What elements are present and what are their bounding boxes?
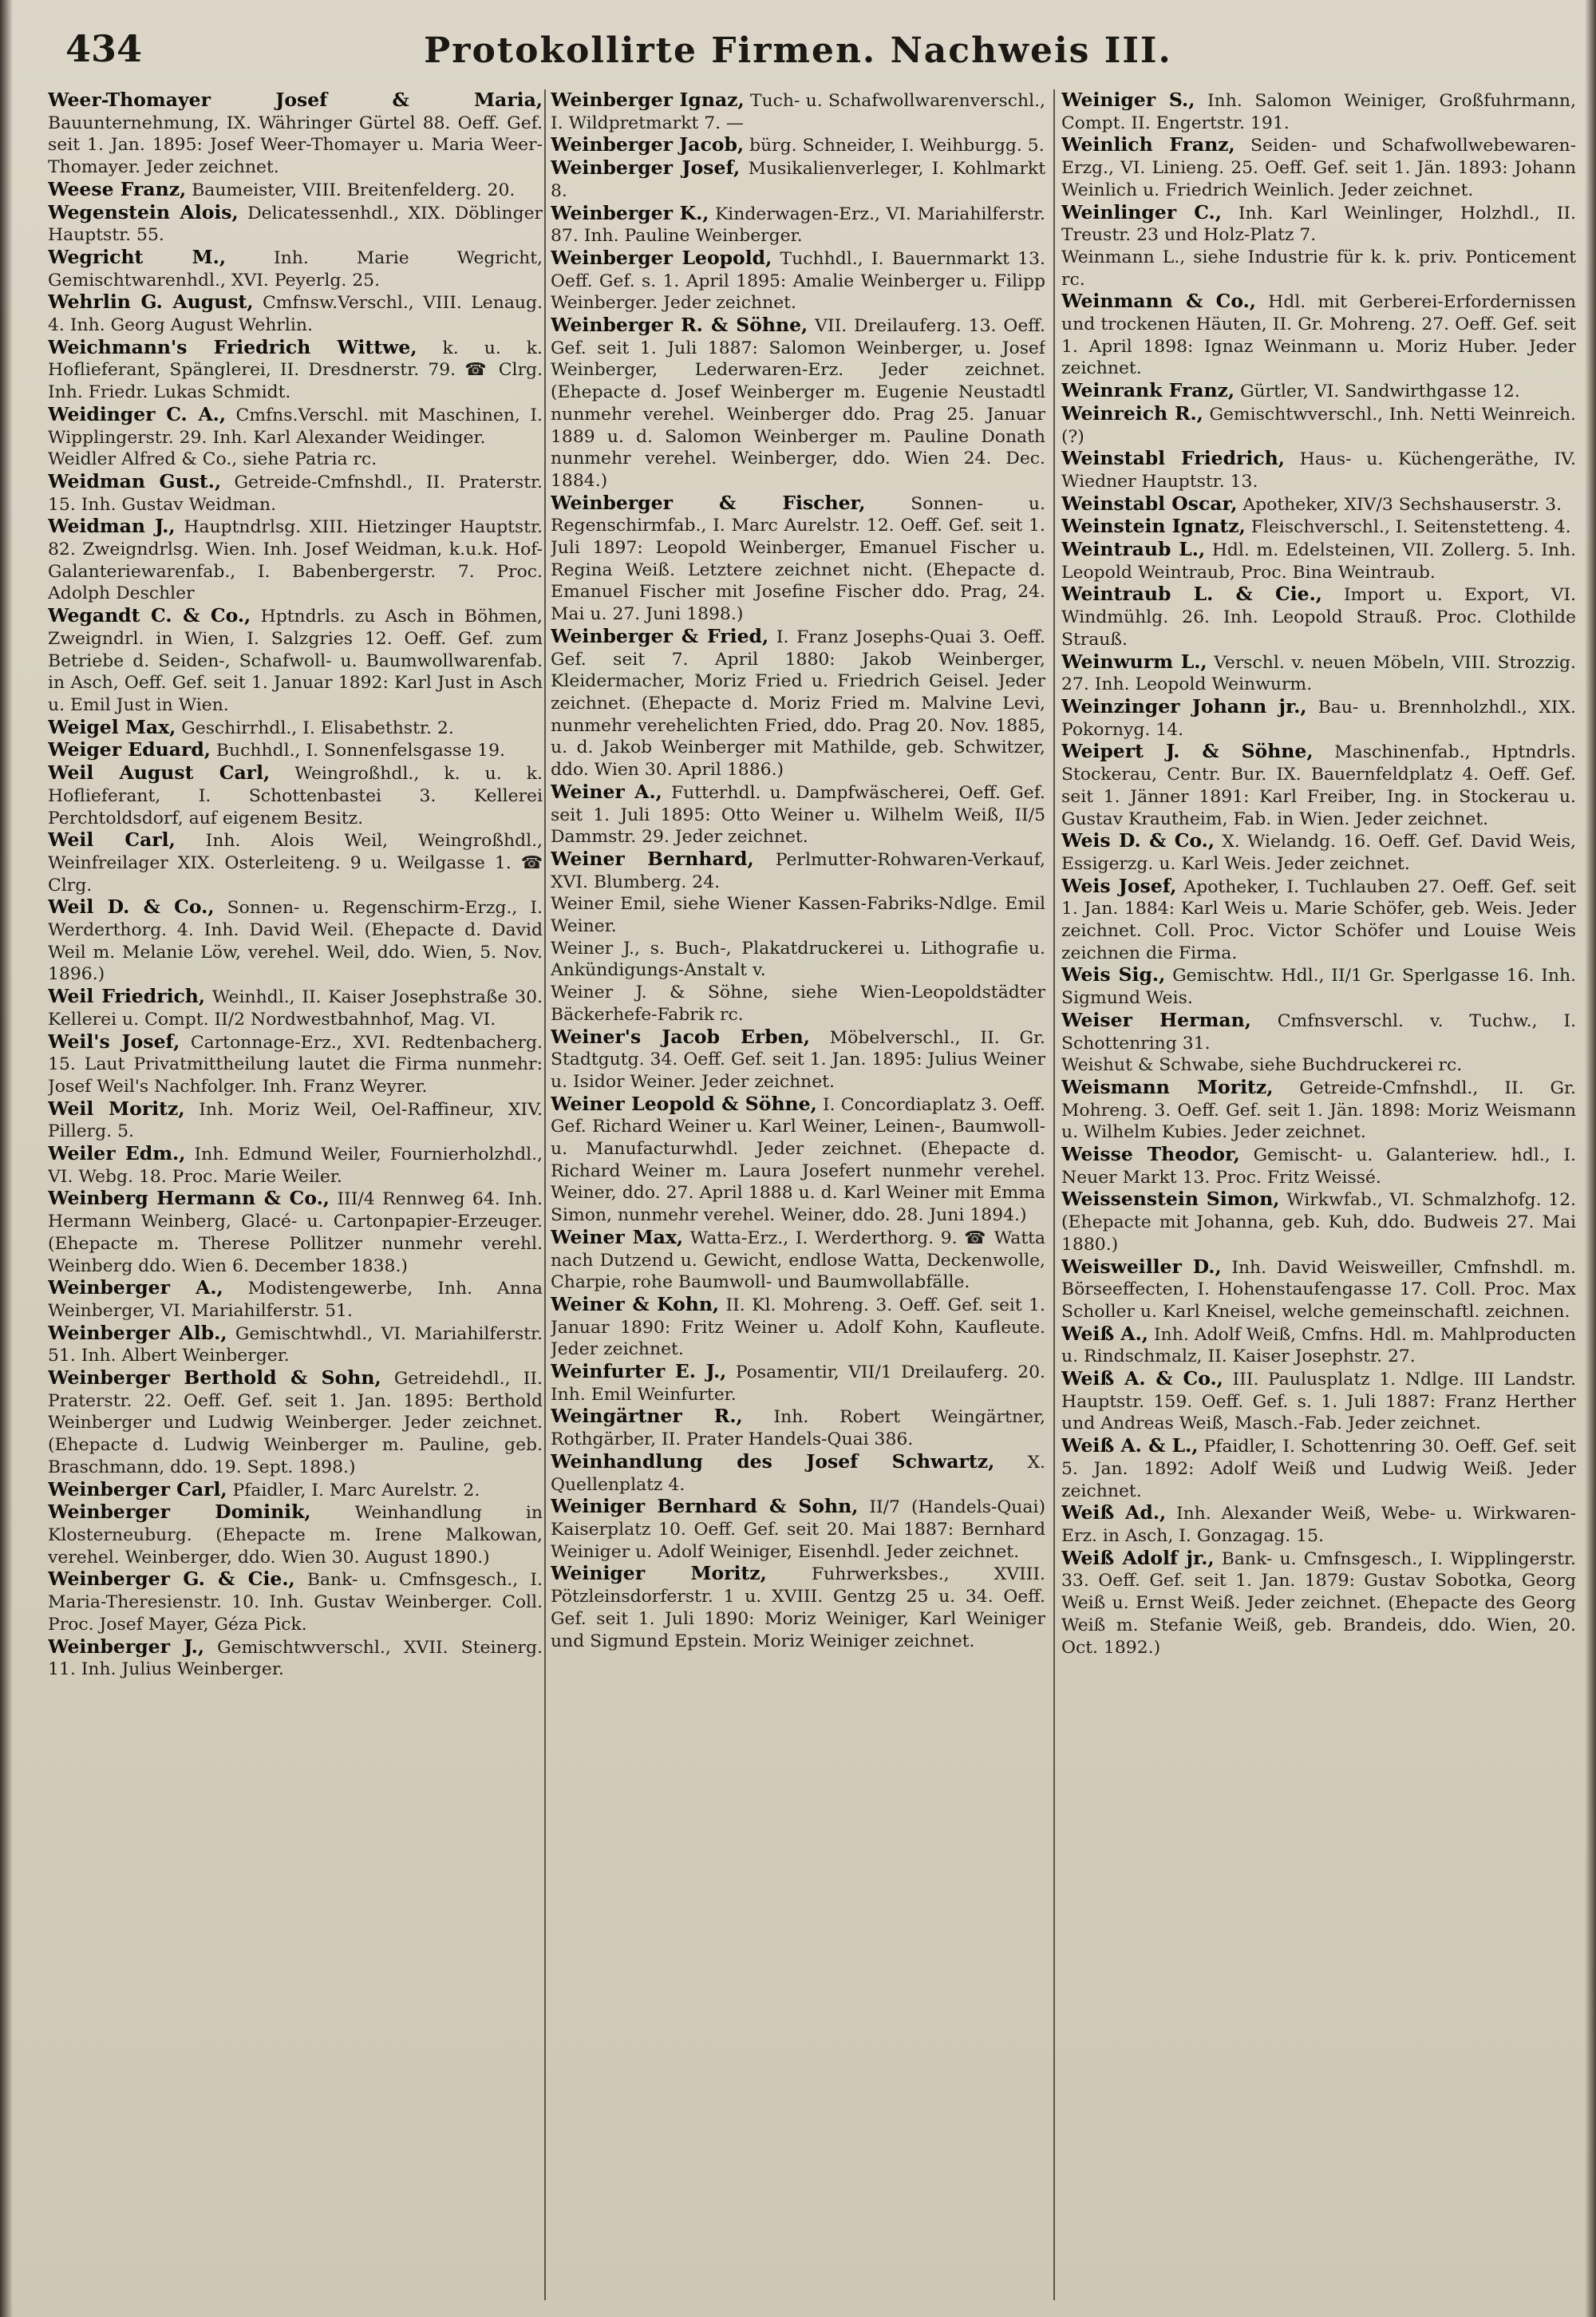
directory-entry bbox=[48, 717, 543, 740]
entry-details: Hdl. mit Gerberei-Erfordernissen und trockenen Häuten, II. Gr. Mohreng. 27. Oeff. Gef. seit 1. April 1898: Ignaz Weinmann u. Moriz Huber. Jeder zeichnet. bbox=[1061, 292, 1576, 379]
firm-name: Weiß Ad., bbox=[1061, 1501, 1167, 1524]
entry-details: Watta-Erz., I. Werderthorg. 9. ☎ Watta nach Dutzend u. Gewicht, endlose Watta, Deckenwolle, Charpie, rohe Baumwoll- und Baumwollabfälle. bbox=[551, 1228, 1045, 1293]
entry-details: Perlmutter-Rohwaren-Verkauf, XVI. Blumberg. 24. bbox=[551, 849, 1045, 892]
entry-details: Cmfnsw.Verschl., VIII. Lenaug. 4. Inh. Georg August Wehrlin. bbox=[48, 293, 543, 336]
firm-name: Weiner A., bbox=[551, 780, 662, 803]
page-number: 434 bbox=[65, 27, 143, 70]
entry-details: Inh. Marie Wegricht, Gemischtwarenhdl., XVI. Peyerlg. 25. bbox=[48, 247, 543, 291]
firm-name: Weinberger G. & Cie., bbox=[48, 1568, 295, 1591]
directory-entry bbox=[1061, 1188, 1576, 1255]
firm-name: Weinrank Franz, bbox=[1061, 379, 1235, 402]
directory-entry bbox=[1061, 516, 1576, 539]
entry-details: Inh. David Weisweiller, Cmfnshdl. m. Börseeffecten, I. Hohenstaufengasse 17. Coll. Proc. Max Scholler u. Karl Kneisel, welche gemeinschaftl. zeichnen. bbox=[1061, 1257, 1576, 1322]
column-divider-1 bbox=[544, 89, 546, 2300]
entry-details: Inh. Karl Weinlinger, Holzhdl., II. Treustr. 23 und Holz-Platz 7. bbox=[1061, 203, 1576, 246]
directory-entry bbox=[48, 516, 543, 605]
firm-name: Weidman Gust., bbox=[48, 469, 222, 492]
entry-details: Inh. Salomon Weiniger, Großfuhrmann, Compt. II. Engertstr. 191. bbox=[1061, 91, 1576, 133]
directory-entry bbox=[1061, 291, 1576, 380]
entry-details: Maschinenfab., Hptndrls. Stockerau, Centr. Bur. IX. Bauernfeldplatz 4. Oeff. Gef. seit 1. Jänner 1891: Karl Freiber, Ing. in Stockerau u. Gustav Krautheim, Fab. in Wien. Jeder zeichnet. bbox=[1061, 742, 1576, 829]
firm-name: Weiner Bernhard, bbox=[551, 847, 754, 870]
firm-name: Weiner Max, bbox=[551, 1225, 684, 1248]
directory-entry bbox=[1061, 1435, 1576, 1502]
firm-name: Weinlich Franz, bbox=[1061, 133, 1235, 156]
entry-details: Gemischtwhdl., VI. Mariahilferstr. 51. Inh. Albert Weinberger. bbox=[48, 1323, 543, 1366]
firm-name: Weiger Eduard, bbox=[48, 738, 211, 761]
directory-entry bbox=[48, 829, 543, 896]
firm-name: Weinberger Alb., bbox=[48, 1321, 227, 1344]
directory-entry bbox=[551, 982, 1045, 1026]
directory-entry bbox=[551, 893, 1045, 937]
firm-name: Weintraub L., bbox=[1061, 538, 1206, 561]
firm-name: Weis Josef, bbox=[1061, 874, 1177, 897]
directory-entry bbox=[551, 314, 1045, 492]
firm-name: Weinmann & Co., bbox=[1061, 290, 1256, 313]
entry-details: Inh. Robert Weingärtner, Rothgärber, II. Prater Handels-Quai 386. bbox=[551, 1407, 1045, 1450]
directory-entry bbox=[551, 492, 1045, 626]
firm-name: Weinberger Dominik, bbox=[48, 1501, 311, 1524]
directory-entry bbox=[48, 404, 543, 449]
directory-entry bbox=[48, 739, 543, 762]
entry-details: Musikalienverleger, I. Kohlmarkt 8. bbox=[551, 159, 1045, 201]
directory-entry bbox=[48, 291, 543, 336]
entry-details: k. u. k. Hoflieferant, Spänglerei, II. Dresdnerstr. 79. ☎ Clrg. Inh. Friedr. Lukas Schmidt. bbox=[48, 338, 543, 403]
entry-details: Kinderwagen-Erz., VI. Mariahilferstr. 87. Inh. Pauline Weinberger. bbox=[551, 204, 1045, 247]
directory-entry bbox=[48, 986, 543, 1030]
entry-details: Weishut & Schwabe, siehe Buchdruckerei rc. bbox=[1061, 1055, 1463, 1076]
firm-name: Weinreich R., bbox=[1061, 401, 1203, 425]
entry-details: Haus- u. Küchengeräthe, IV. Wiedner Hauptstr. 13. bbox=[1061, 449, 1576, 492]
directory-entry bbox=[551, 938, 1045, 982]
directory-entry bbox=[551, 781, 1045, 848]
firm-name: Weer-Thomayer Josef & Maria, bbox=[48, 89, 543, 111]
directory-entry bbox=[1061, 202, 1576, 247]
firm-name: Weinberger Carl, bbox=[48, 1477, 227, 1501]
directory-entry bbox=[1061, 876, 1576, 965]
entry-details: bürg. Schneider, I. Weihburgg. 5. bbox=[749, 136, 1045, 156]
directory-entry bbox=[1061, 1054, 1576, 1077]
entry-details: Cmfns.Verschl. mit Maschinen, I. Wipplingerstr. 29. Inh. Karl Alexander Weidinger. bbox=[48, 405, 543, 448]
entry-details: Inh. Alexander Weiß, Webe- u. Wirkwaren-Erz. in Asch, I. Gonzagag. 15. bbox=[1061, 1504, 1576, 1546]
page-header bbox=[0, 24, 1596, 96]
entry-details: Fleischverschl., I. Seitenstetteng. 4. bbox=[1250, 517, 1571, 538]
firm-name: Weidman J., bbox=[48, 515, 176, 538]
entry-details: Bank- u. Cmfnsgesch., I. Wipplingerstr. 33. Oeff. Gef. seit 1. Jan. 1879: Gustav Sobotka, Georg Weiß u. Ernst Weiß. Jeder zeichnet. (Ehepacte des Georg Weiß m. Stefanie Weiß, geb. Brandeis, ddo. Wien, 20. Oct. 1892.) bbox=[1061, 1548, 1576, 1658]
directory-entry bbox=[48, 1323, 543, 1367]
firm-name: Weiß A. & L., bbox=[1061, 1434, 1199, 1457]
directory-entry bbox=[551, 626, 1045, 781]
entry-details: Delicatessenhdl., XIX. Döblinger Hauptstr. 55. bbox=[48, 203, 543, 246]
firm-name: Weiser Herman, bbox=[1061, 1008, 1251, 1031]
firm-name: Weichmann's Friedrich Wittwe, bbox=[48, 335, 417, 358]
entry-details: Getreide-Cmfnshdl., II. Praterstr. 15. Inh. Gustav Weidman. bbox=[48, 472, 543, 515]
column-divider-2 bbox=[1053, 89, 1055, 2300]
firm-name: Weinberger & Fried, bbox=[551, 624, 769, 647]
firm-name: Weiß A., bbox=[1061, 1322, 1148, 1345]
firm-name: Weipert J. & Söhne, bbox=[1061, 740, 1314, 763]
firm-name: Weiler Edm., bbox=[48, 1142, 186, 1165]
firm-name: Weiner Leopold & Söhne, bbox=[551, 1092, 817, 1115]
directory-entry bbox=[551, 157, 1045, 202]
directory-entry bbox=[48, 896, 543, 986]
entry-details: Cmfnsverschl. v. Tuchw., I. Schottenring 31. bbox=[1061, 1010, 1576, 1054]
entry-details: Bank- u. Cmfnsgesch., I. Maria-Theresienstr. 10. Inh. Gustav Weinberger. Coll. Proc. Josef Mayer, Géza Pick. bbox=[48, 1570, 543, 1635]
firm-name: Weil August Carl, bbox=[48, 761, 271, 785]
directory-entry bbox=[1061, 583, 1576, 650]
entry-details: Import u. Export, VI. Windmühlg. 26. Inh. Leopold Strauß. Proc. Clothilde Strauß. bbox=[1061, 585, 1576, 650]
firm-name: Weil Carl, bbox=[48, 828, 176, 852]
entry-details: Gemischtwverschl., Inh. Netti Weinreich. (?) bbox=[1061, 404, 1576, 447]
entry-details: Modistengewerbe, Inh. Anna Weinberger, VI. Mariahilferstr. 51. bbox=[48, 1279, 543, 1321]
entry-details: Inh. Moriz Weil, Oel-Raffineur, XIV. Pillerg. 5. bbox=[48, 1099, 543, 1142]
firm-name: Weil Friedrich, bbox=[48, 985, 206, 1008]
page-edge-shadow-right bbox=[1585, 0, 1596, 2317]
entry-details: Gemischtwverschl., XVII. Steinerg. 11. Inh. Julius Weinberger. bbox=[48, 1637, 543, 1680]
page-edge-shadow-left bbox=[0, 0, 13, 2317]
directory-entry bbox=[1061, 1502, 1576, 1547]
entry-details: Baumeister, VIII. Breitenfelderg. 20. bbox=[192, 180, 516, 200]
entry-details: II. Kl. Mohreng. 3. Oeff. Gef. seit 1. Januar 1890: Fritz Weiner u. Adolf Kohn, Kaufleute. Jeder zeichnet. bbox=[551, 1295, 1045, 1360]
directory-entry bbox=[551, 1093, 1045, 1227]
directory-entry bbox=[1061, 1548, 1576, 1659]
firm-name: Weiniger Moritz, bbox=[551, 1562, 767, 1585]
directory-entry bbox=[1061, 1010, 1576, 1054]
firm-name: Weinberger Jacob, bbox=[551, 133, 745, 156]
directory-entry bbox=[1061, 380, 1576, 403]
directory-entry bbox=[48, 247, 543, 291]
directory-entry bbox=[551, 1361, 1045, 1406]
firm-name: Weinberger A., bbox=[48, 1276, 223, 1299]
entry-details: Bau- u. Brennholzhdl., XIX. Pokornyg. 14. bbox=[1061, 697, 1576, 740]
directory-entry bbox=[551, 1227, 1045, 1294]
entry-details: Wirkwfab., VI. Schmalzhofg. 12. (Ehepacte mit Johanna, geb. Kuh, ddo. Budweis 27. Mai 1880.) bbox=[1061, 1190, 1576, 1255]
entry-details: Apotheker, XIV/3 Sechshauserstr. 3. bbox=[1242, 494, 1562, 515]
firm-name: Weidinger C. A., bbox=[48, 402, 227, 425]
entry-details: Gürtler, VI. Sandwirthgasse 12. bbox=[1240, 382, 1520, 402]
directory-entry bbox=[1061, 651, 1576, 696]
directory-entry bbox=[551, 1026, 1045, 1093]
directory-entry bbox=[48, 1143, 543, 1188]
entry-details: Sonnen- u. Regenschirm-Erzg., I. Werderthorg. 4. Inh. David Weil. (Ehepacte d. David Weil m. Melanie Löw, verehel. Weil, ddo. Wien, 5. Nov. 1896.) bbox=[48, 898, 543, 985]
directory-entry bbox=[48, 1098, 543, 1143]
directory-entry bbox=[551, 134, 1045, 157]
directory-entry bbox=[1061, 1256, 1576, 1323]
directory-entry bbox=[48, 1501, 543, 1568]
firm-name: Wegricht M., bbox=[48, 245, 227, 268]
directory-entry bbox=[48, 449, 543, 471]
entry-details: Seiden- und Schafwollwebewaren-Erzg., VI. Linieng. 25. Oeff. Gef. seit 1. Jän. 1893: Johann Weinlich u. Friedrich Weinlich. Jeder zeichnet. bbox=[1061, 136, 1576, 200]
directory-entry bbox=[48, 1188, 543, 1277]
directory-entry bbox=[48, 471, 543, 516]
directory-entry bbox=[551, 1294, 1045, 1361]
running-title: Protokollirte Firmen. Nachweis III. bbox=[424, 30, 1172, 71]
entry-details: Posamentir, VII/1 Dreilauferg. 20. Inh. Emil Weinfurter. bbox=[551, 1362, 1045, 1405]
directory-entry bbox=[1061, 539, 1576, 583]
column-middle bbox=[551, 89, 1045, 2316]
firm-name: Weissenstein Simon, bbox=[1061, 1188, 1280, 1211]
firm-name: Weinberger & Fischer, bbox=[551, 491, 866, 514]
directory-entry bbox=[551, 1496, 1045, 1563]
firm-name: Weismann Moritz, bbox=[1061, 1075, 1274, 1098]
entry-details: Gemischtw. Hdl., II/1 Gr. Sperlgasse 16. Inh. Sigmund Weis. bbox=[1061, 966, 1576, 1009]
firm-name: Weinstabl Friedrich, bbox=[1061, 447, 1285, 470]
directory-entry bbox=[48, 762, 543, 829]
directory-entry bbox=[1061, 964, 1576, 1009]
firm-name: Wehrlin G. August, bbox=[48, 291, 254, 314]
entry-details: Weiner J. & Söhne, siehe Wien-Leopoldstädter Bäckerhefe-Fabrik rc. bbox=[551, 983, 1045, 1025]
directory-entry bbox=[48, 202, 543, 247]
directory-entry bbox=[551, 1451, 1045, 1496]
firm-name: Weil D. & Co., bbox=[48, 896, 215, 919]
directory-entry bbox=[551, 848, 1045, 893]
entry-details: Weinhandlung in Klosterneuburg. (Ehepacte m. Irene Malkowan, verehel. Weinberger, ddo. Wien 30. August 1890.) bbox=[48, 1503, 543, 1568]
directory-entry bbox=[1061, 493, 1576, 516]
firm-name: Weinhandlung des Josef Schwartz, bbox=[551, 1449, 995, 1473]
directory-entry bbox=[48, 1479, 543, 1502]
firm-name: Weil Moritz, bbox=[48, 1097, 185, 1120]
firm-name: Weinberger Leopold, bbox=[551, 246, 772, 269]
entry-details: Pfaidler, I. Schottenring 30. Oeff. Gef. seit 5. Jan. 1892: Adolf Weiß und Ludwig Weiß. Jeder zeichnet. bbox=[1061, 1437, 1576, 1501]
firm-name: Weinberger R. & Söhne, bbox=[551, 314, 808, 337]
entry-details: Weingroßhdl., k. u. k. Hoflieferant, I. Schottenbastei 3. Kellerei Perchtoldsdorf, auf eigenem Besitz. bbox=[48, 764, 543, 828]
entry-details: Buchhdl., I. Sonnenfelsgasse 19. bbox=[215, 741, 505, 761]
entry-details: Weinmann L., siehe Industrie für k. k. priv. Ponticement rc. bbox=[1061, 247, 1576, 290]
entry-details: Sonnen- u. Regenschirmfab., I. Marc Aurelstr. 12. Oeff. Gef. seit 1. Juli 1897: Leopold Weinberger, Emanuel Fischer u. Regina Weiß. Letztere zeichnet nicht. (Ehepacte d. Emanuel Fischer mit Josefine Fischer ddo. Prag, 24. Mai u. 27. Juni 1898.) bbox=[551, 493, 1045, 625]
entry-details: Inh. Alois Weil, Weingroßhdl., Weinfreilager XIX. Osterleiteng. 9 u. Weilgasse 1. ☎ Clrg. bbox=[48, 831, 543, 896]
directory-entry bbox=[48, 1568, 543, 1635]
firm-name: Weisweiller D., bbox=[1061, 1255, 1222, 1278]
firm-name: Weinlinger C., bbox=[1061, 200, 1222, 223]
directory-entry bbox=[48, 1031, 543, 1098]
directory-entry bbox=[1061, 1077, 1576, 1144]
directory-entry bbox=[1061, 1323, 1576, 1368]
entry-details: Hdl. m. Edelsteinen, VII. Zollerg. 5. Inh. Leopold Weintraub, Proc. Bina Weintraub. bbox=[1061, 540, 1576, 583]
directory-entry bbox=[1061, 247, 1576, 291]
entry-details: Apotheker, I. Tuchlauben 27. Oeff. Gef. seit 1. Jan. 1884: Karl Weis u. Marie Schöfer, geb. Weis. Jeder zeichnet. Coll. Proc. Victor Schöfer und Louise Weis zeichnen die Firma. bbox=[1061, 876, 1576, 963]
entry-details: Hptndrls. zu Asch in Böhmen, Zweigndrl. in Wien, I. Salzgries 12. Oeff. Gef. zum Betriebe d. Seiden-, Schafwoll- u. Baumwollwarenfab. in Asch, Oeff. Gef. seit 1. Januar 1892: Karl Just in Asch u. Emil Just in Wien. bbox=[48, 607, 543, 715]
directory-entry bbox=[551, 1563, 1045, 1652]
directory-entry bbox=[1061, 1144, 1576, 1188]
firm-name: Weisse Theodor, bbox=[1061, 1143, 1240, 1166]
entry-details: Weinhdl., II. Kaiser Josephstraße 30. Kellerei u. Compt. II/2 Nordwestbahnhof, Mag. VI. bbox=[48, 987, 543, 1030]
directory-entry bbox=[48, 1636, 543, 1681]
directory-entry bbox=[551, 89, 1045, 134]
directory-entry bbox=[48, 89, 543, 179]
firm-name: Weinstabl Oscar, bbox=[1061, 492, 1238, 515]
firm-name: Weis Sig., bbox=[1061, 963, 1166, 987]
entry-details: Tuch- u. Schafwollwarenverschl., I. Wildpretmarkt 7. — bbox=[551, 91, 1045, 133]
directory-entry bbox=[48, 337, 543, 404]
entry-details: Getreide-Cmfnshdl., II. Gr. Mohreng. 3. Oeff. Gef. seit 1. Jän. 1898: Moriz Weismann u. Wilhelm Kubies. Jeder zeichnet. bbox=[1061, 1077, 1576, 1143]
entry-details: Möbelverschl., II. Gr. Stadtgutg. 34. Oeff. Gef. seit 1. Jan. 1895: Julius Weiner u. Isidor Weiner. Jeder zeichnet. bbox=[551, 1027, 1045, 1092]
firm-name: Weinberger K., bbox=[551, 201, 709, 224]
directory-entry bbox=[1061, 741, 1576, 830]
firm-name: Weese Franz, bbox=[48, 177, 187, 200]
directory-entry bbox=[48, 179, 543, 202]
directory-entry bbox=[551, 247, 1045, 314]
firm-name: Weiniger S., bbox=[1061, 89, 1195, 111]
directory-entry bbox=[1061, 403, 1576, 448]
firm-name: Weinberger Berthold & Sohn, bbox=[48, 1366, 381, 1390]
entry-details: Geschirrhdl., I. Elisabethstr. 2. bbox=[181, 718, 454, 738]
firm-name: Wegenstein Alois, bbox=[48, 200, 239, 223]
firm-name: Weinzinger Johann jr., bbox=[1061, 694, 1307, 718]
firm-name: Weinberg Hermann & Co., bbox=[48, 1187, 330, 1210]
firm-name: Weinstein Ignatz, bbox=[1061, 515, 1246, 538]
directory-entry bbox=[1061, 134, 1576, 201]
entry-details: Weidler Alfred & Co., siehe Patria rc. bbox=[48, 449, 377, 470]
firm-name: Weinwurm L., bbox=[1061, 650, 1207, 673]
directory-entry bbox=[551, 1406, 1045, 1450]
directory-entry bbox=[1061, 696, 1576, 741]
firm-name: Weinfurter E. J., bbox=[551, 1360, 727, 1383]
firm-name: Weiß Adolf jr., bbox=[1061, 1546, 1215, 1569]
entry-details: Inh. Adolf Weiß, Cmfns. Hdl. m. Mahlproducten u. Rindschmalz, II. Kaiser Josephstr. 27. bbox=[1061, 1324, 1576, 1367]
entry-details: I. Franz Josephs-Quai 3. Oeff. Gef. seit 7. April 1880: Jakob Weinberger, Kleidermacher, Moriz Fried u. Friedrich Geisel. Jeder zeichnet. (Ehepacte d. Moriz Fried m. Malvine Levi, nunmehr verehelichten Fried, ddo. Prag 20. Nov. 1885, u. d. Jakob Weinberger mit Mathilde, geb. Schwitzer, ddo. Wien 30. April 1886.) bbox=[551, 627, 1045, 781]
entry-details: I. Concordiaplatz 3. Oeff. Gef. Richard Weiner u. Karl Weiner, Leinen-, Baumwoll- u. Manufacturwhdl. Jeder zeichnet. (Ehepacte d. Richard Weiner m. Laura Josefert nunmehr verehel. Weiner, ddo. 27. April 1888 u. d. Karl Weiner mit Emma Simon, nunmehr verehel. Weiner, ddo. 28. Juni 1894.) bbox=[551, 1094, 1045, 1226]
directory-entry bbox=[48, 605, 543, 717]
entry-details: X. Wielandg. 16. Oeff. Gef. David Weis, Essigerzg. u. Karl Weis. Jeder zeichnet. bbox=[1061, 832, 1576, 874]
firm-name: Weiner's Jacob Erben, bbox=[551, 1025, 810, 1048]
entry-details: Inh. Edmund Weiler, Fournierholzhdl., VI. Webg. 18. Proc. Marie Weiler. bbox=[48, 1145, 543, 1187]
directory-entry bbox=[1061, 448, 1576, 492]
entry-details: Weiner Emil, siehe Wiener Kassen-Fabriks-Ndlge. Emil Weiner. bbox=[551, 894, 1045, 937]
entry-details: Weiner J., s. Buch-, Plakatdruckerei u. Lithografie u. Ankündigungs-Anstalt v. bbox=[551, 938, 1045, 981]
firm-name: Weis D. & Co., bbox=[1061, 829, 1215, 852]
firm-name: Weintraub L. & Cie., bbox=[1061, 583, 1322, 606]
entry-details: X. Quellenplatz 4. bbox=[551, 1452, 1045, 1495]
directory-entry bbox=[1061, 1368, 1576, 1435]
firm-name: Weingärtner R., bbox=[551, 1405, 743, 1428]
entry-details: VII. Dreilauferg. 13. Oeff. Gef. seit 1. Juli 1887: Salomon Weinberger, u. Josef Weinberger, Lederwaren-Erz. Jeder zeichnet. (Ehepacte d. Josef Weinberger m. Eugenie Neustadtl nunmehr verehel. Weinberger ddo. Prag 25. Januar 1889 u. d. Salomon Weinberger m. Pauline Donath nunmehr verehel. Weinberger, ddo. Wien 24. Dec. 1884.) bbox=[551, 316, 1045, 491]
entry-details: Verschl. v. neuen Möbeln, VIII. Strozzig. 27. Inh. Leopold Weinwurm. bbox=[1061, 652, 1576, 695]
firm-name: Weil's Josef, bbox=[48, 1030, 180, 1053]
directory-entry bbox=[1061, 830, 1576, 875]
entry-details: III. Paulusplatz 1. Ndlge. III Landstr. Hauptstr. 159. Oeff. Gef. s. 1. Juli 1887: Franz Herther und Andreas Weiß, Masch.-Fab. Jeder zeichnet. bbox=[1061, 1370, 1576, 1434]
firm-name: Weigel Max, bbox=[48, 715, 176, 738]
firm-name: Wegandt C. & Co., bbox=[48, 604, 251, 627]
directory-entry bbox=[1061, 89, 1576, 134]
entry-details: Bauunternehmung, IX. Währinger Gürtel 88. Oeff. Gef. seit 1. Jan. 1895: Josef Weer-Thomayer u. Maria Weer-Thomayer. Jeder zeichnet. bbox=[48, 113, 543, 178]
entry-details: III/4 Rennweg 64. Inh. Hermann Weinberg, Glacé- u. Cartonpapier-Erzeuger. (Ehepacte m. Therese Pollitzer nunmehr verehl. Weinberg ddo. Wien 6. December 1838.) bbox=[48, 1189, 543, 1276]
firm-name: Weinberger J., bbox=[48, 1635, 205, 1658]
directory-entry bbox=[48, 1277, 543, 1322]
firm-name: Weiner & Kohn, bbox=[551, 1292, 720, 1315]
entry-details: Cartonnage-Erz., XVI. Redtenbacherg. 15. Laut Privatmittheilung lautet die Firma nunmehr: Josef Weil's Nachfolger. Inh. Franz Weyrer. bbox=[48, 1032, 543, 1097]
entry-details: Getreidehdl., II. Praterstr. 22. Oeff. Gef. seit 1. Jan. 1895: Berthold Weinberger und Ludwig Weinberger. Jeder zeichnet. (Ehepacte d. Ludwig Weinberger m. Pauline, geb. Braschmann, ddo. 19. Sept. 1898.) bbox=[48, 1369, 543, 1477]
entry-details: Futterhdl. u. Dampfwäscherei, Oeff. Gef. seit 1. Juli 1895: Otto Weiner u. Wilhelm Weiß, II/5 Dammstr. 29. Jeder zeichnet. bbox=[551, 782, 1045, 848]
column-right bbox=[1061, 89, 1576, 2316]
entry-details: II/7 (Handels-Quai) Kaiserplatz 10. Oeff. Gef. seit 20. Mai 1887: Bernhard Weiniger u. Adolf Weiniger, Eisenhdl. Jeder zeichnet. bbox=[551, 1497, 1045, 1562]
entry-details: Fuhrwerksbes., XVIII. Pötzleinsdorferstr. 1 u. XVIII. Gentzg 25 u. 34. Oeff. Gef. seit 1. Juli 1890: Moriz Weiniger, Karl Weiniger und Sigmund Epstein. Moriz Weiniger zeichnet. bbox=[551, 1564, 1045, 1651]
firm-name: Weiß A. & Co., bbox=[1061, 1367, 1223, 1390]
firm-name: Weinberger Ignaz, bbox=[551, 89, 745, 111]
directory-entry bbox=[48, 1367, 543, 1479]
directory-entry bbox=[551, 203, 1045, 247]
firm-name: Weiniger Bernhard & Sohn, bbox=[551, 1495, 859, 1518]
entry-details: Tuchhdl., I. Bauernmarkt 13. Oeff. Gef. s. 1. April 1895: Amalie Weinberger u. Filipp Weinberger. Jeder zeichnet. bbox=[551, 248, 1045, 314]
column-left bbox=[48, 89, 543, 2316]
firm-name: Weinberger Josef, bbox=[551, 156, 741, 180]
entry-details: Gemischt- u. Galanteriew. hdl., I. Neuer Markt 13. Proc. Fritz Weissé. bbox=[1061, 1145, 1576, 1188]
entry-details: Pfaidler, I. Marc Aurelstr. 2. bbox=[232, 1480, 480, 1501]
entry-details: Hauptndrlsg. XIII. Hietzinger Hauptstr. 82. Zweigndrlsg. Wien. Inh. Josef Weidman, k.u.k. Hof-Galanteriewarenfab., I. Babenbergerstr. 7. Proc. Adolph Deschler bbox=[48, 517, 543, 604]
